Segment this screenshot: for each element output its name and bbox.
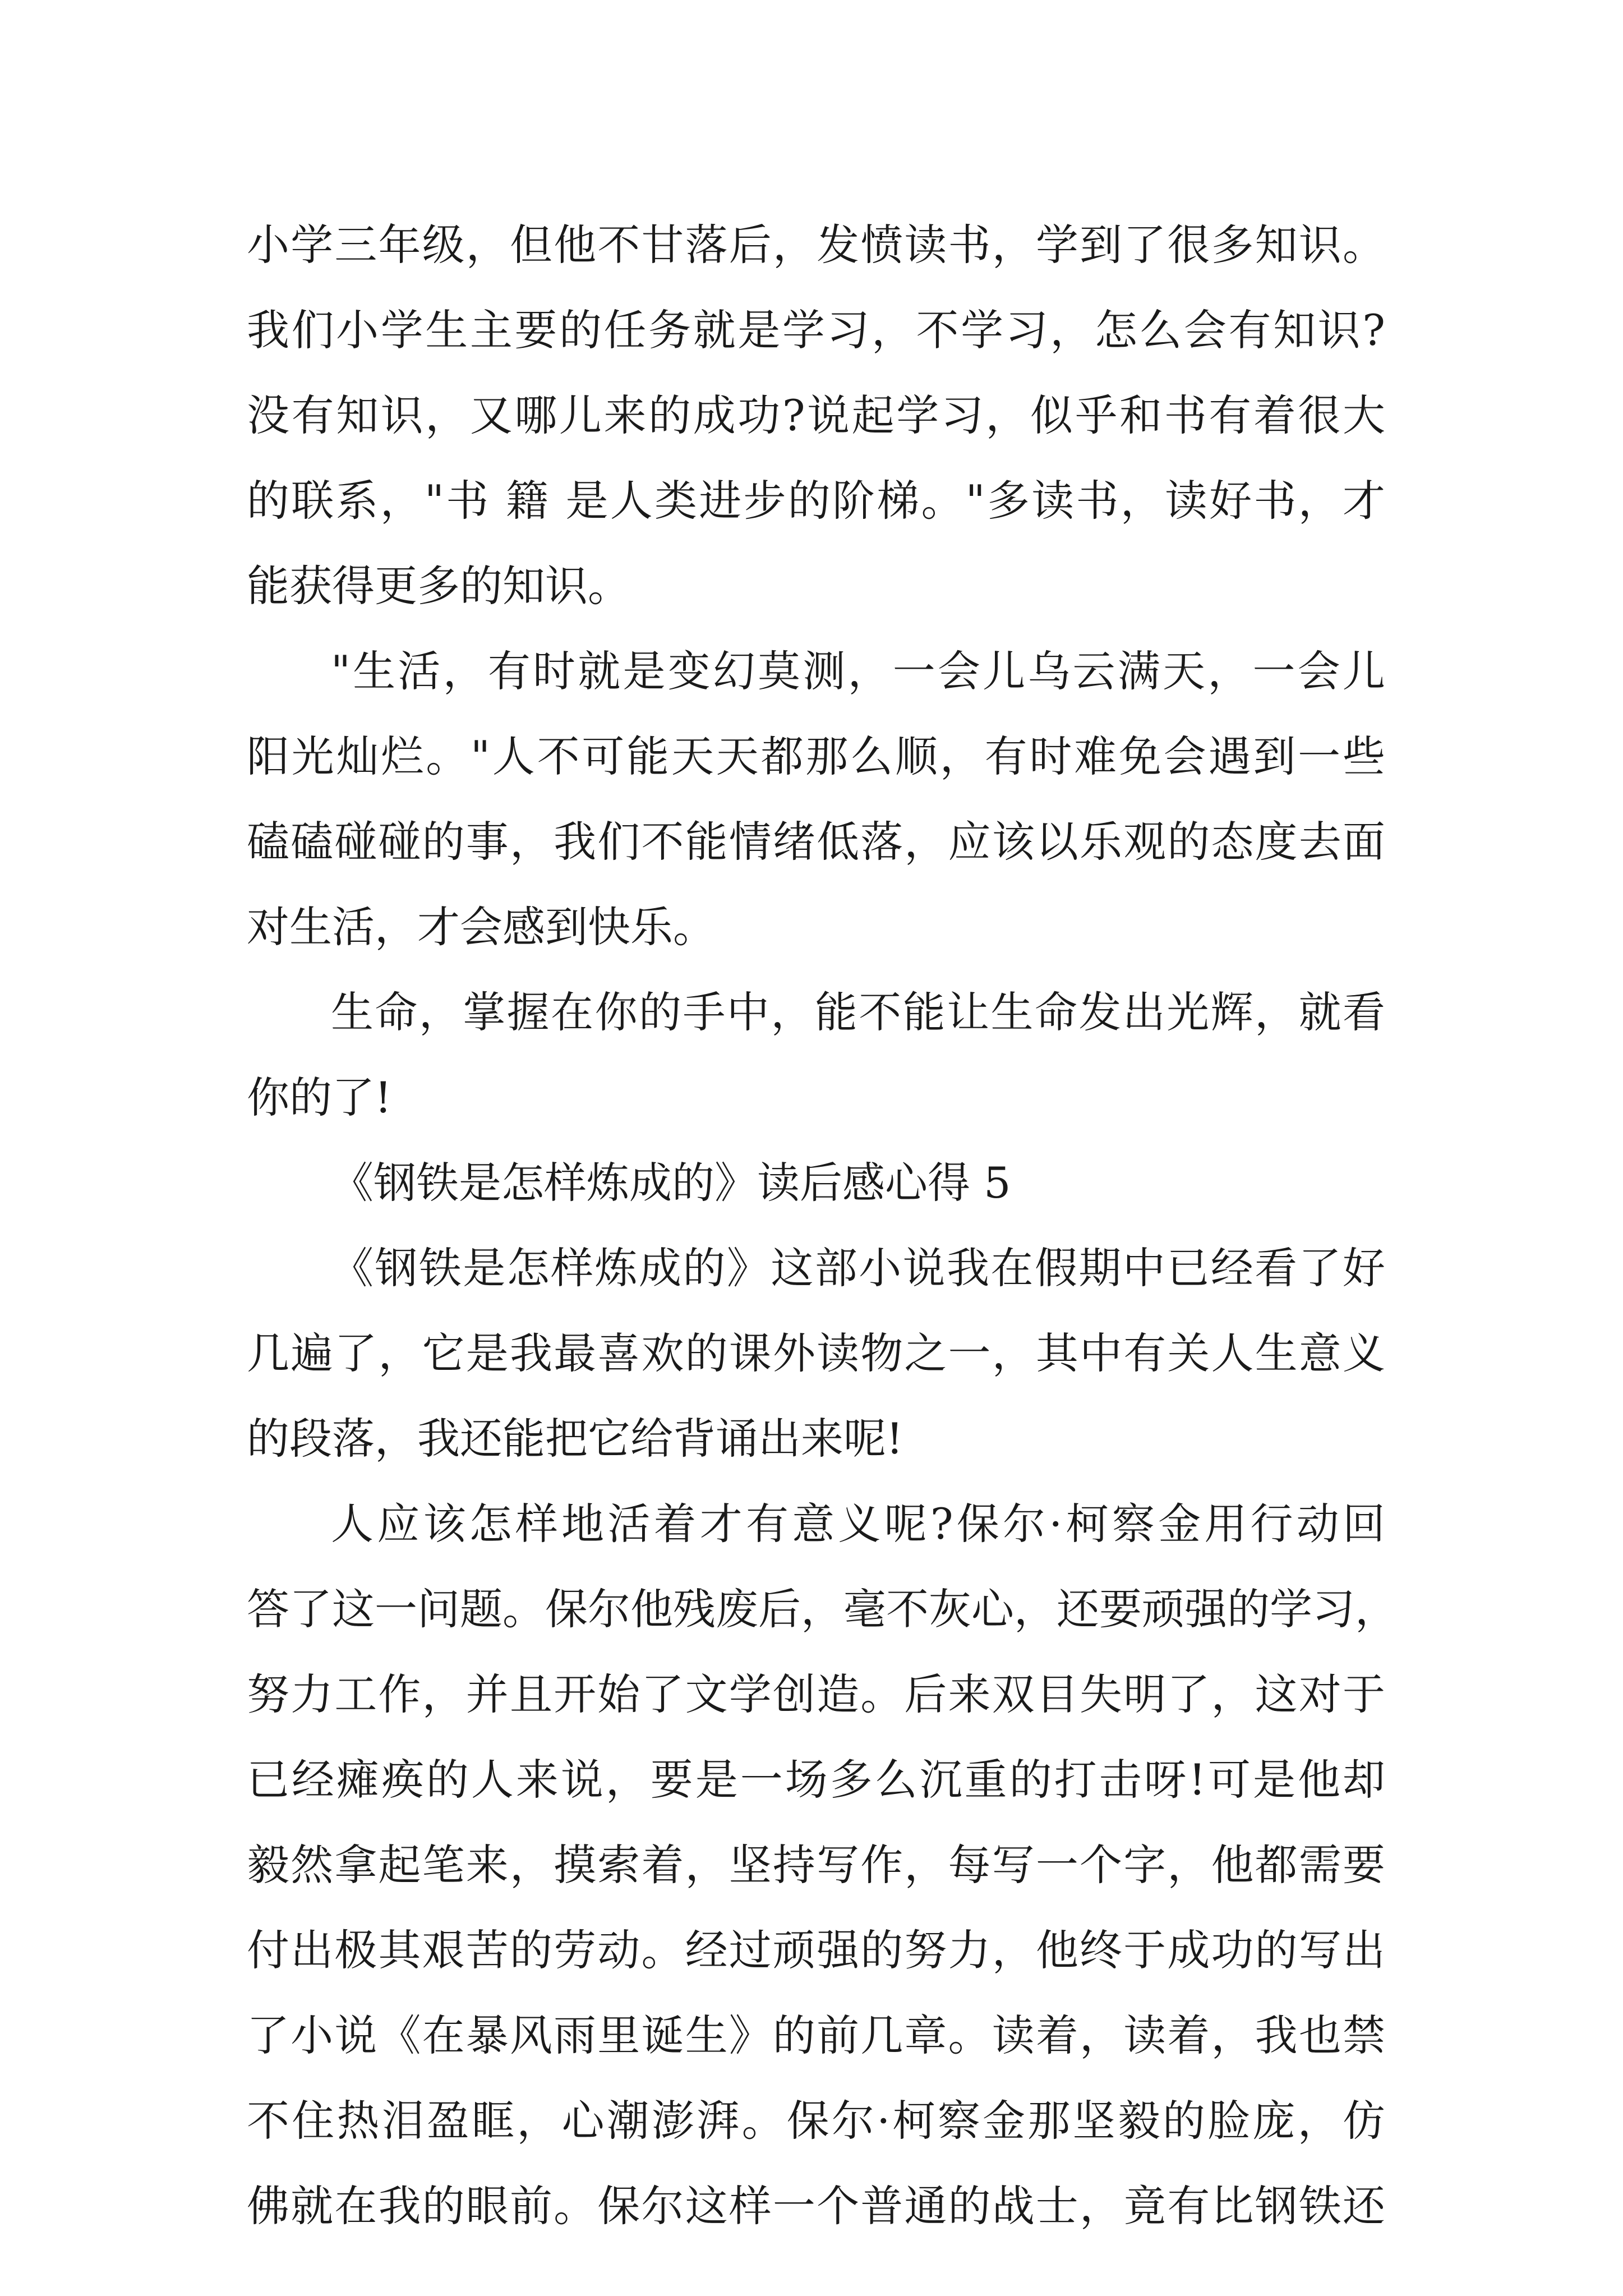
section-heading: 《钢铁是怎样炼成的》读后感心得 5 bbox=[331, 1158, 1011, 1208]
text-line: 了小说《在暴风雨里诞生》的前几章。读着，读着，我也禁 bbox=[247, 2010, 1385, 2060]
text-line: "生活，有时就是变幻莫测，一会儿乌云满天，一会儿 bbox=[331, 646, 1385, 696]
text-line: 阳光灿烂。"人不可能天天都那么顺，有时难免会遇到一些 bbox=[247, 731, 1385, 781]
text-line: 付出极其艰苦的劳动。经过顽强的努力，他终于成功的写出 bbox=[247, 1925, 1385, 1975]
text-line: 对生活，才会感到快乐。 bbox=[247, 902, 716, 952]
text-line: 生命，掌握在你的手中，能不能让生命发出光辉，就看 bbox=[331, 987, 1385, 1037]
text-line: 的联系，"书 籍 是人类进步的阶梯。"多读书，读好书，才 bbox=[247, 476, 1385, 526]
text-line: 已经瘫痪的人来说，要是一场多么沉重的打击呀!可是他却 bbox=[247, 1755, 1385, 1805]
text-line: 能获得更多的知识。 bbox=[247, 561, 630, 611]
text-line: 我们小学生主要的任务就是学习，不学习，怎么会有知识? bbox=[247, 305, 1385, 355]
text-line: 佛就在我的眼前。保尔这样一个普通的战士，竟有比钢铁还 bbox=[247, 2181, 1385, 2231]
text-line: 几遍了，它是我最喜欢的课外读物之一，其中有关人生意义 bbox=[247, 1328, 1385, 1378]
text-line: 答了这一问题。保尔他残废后，毫不灰心，还要顽强的学习， bbox=[247, 1584, 1398, 1634]
text-line: 《钢铁是怎样炼成的》这部小说我在假期中已经看了好 bbox=[331, 1243, 1385, 1293]
text-line: 你的了! bbox=[247, 1073, 392, 1122]
text-line: 磕磕碰碰的事，我们不能情绪低落，应该以乐观的态度去面 bbox=[247, 817, 1385, 867]
text-line: 没有知识，又哪儿来的成功?说起学习，似乎和书有着很大 bbox=[247, 390, 1385, 440]
text-line: 人应该怎样地活着才有意义呢?保尔·柯察金用行动回 bbox=[331, 1499, 1385, 1549]
text-line: 小学三年级，但他不甘落后，发愤读书，学到了很多知识。 bbox=[247, 220, 1385, 270]
text-line: 毅然拿起笔来，摸索着，坚持写作，每写一个字，他都需要 bbox=[247, 1840, 1385, 1890]
text-line: 不住热泪盈眶，心潮澎湃。保尔·柯察金那坚毅的脸庞，仿 bbox=[247, 2096, 1385, 2146]
text-line: 努力工作，并且开始了文学创造。后来双目失明了，这对于 bbox=[247, 1669, 1385, 1719]
text-line: 的段落，我还能把它给背诵出来呢! bbox=[247, 1414, 903, 1464]
